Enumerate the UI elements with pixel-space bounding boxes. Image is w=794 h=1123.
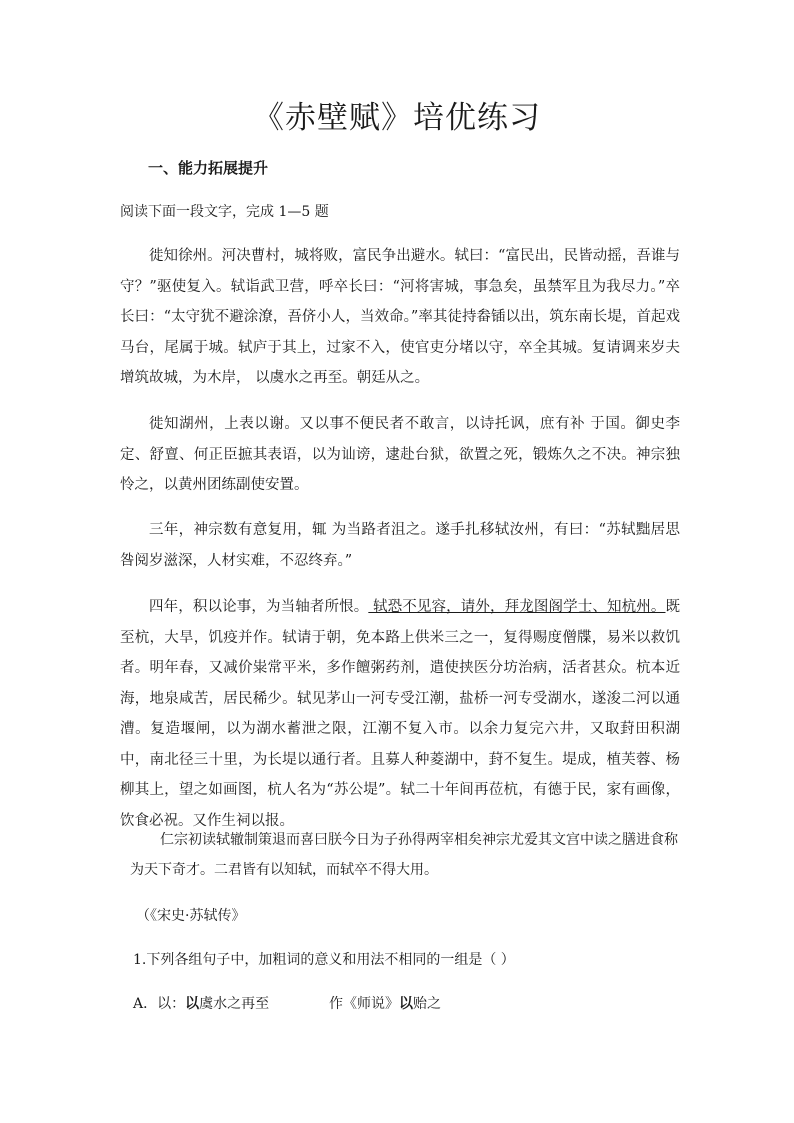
- passage-paragraph-3: 三年，神宗数有意复用，辄 为当路者沮之。遂手扎移轼汝州，有曰：“苏轼黜居思咎阅岁滋深，人材实难，不忍终弃。”: [120, 522, 680, 569]
- passage-paragraph-5: [130, 825, 680, 885]
- question-1: 1.下列各组句子中，加粗词的意义和用法不相同的一组是（ ）: [133, 952, 515, 968]
- reading-instruction: 阅读下面一段文字，完成 1—5 题: [120, 204, 329, 220]
- paragraph-4-rest: 既至杭，大旱，饥疫并作。轼请于朝，免本路上供米三之一，复得赐度僧牒，易米以救饥 者。明年春，又减价粜常平米，多作饘粥药剂，遣使挟医分坊治病，活者甚众。杭本近海，地泉咸苦，居民稀少。轼见茅山一河专受江潮，盐桥一河专受湖水，遂浚二河以通漕。复造堰闸，以为湖水蓄泄之限，江潮不复入市。以余力复完六井，又取葑田积湖中，南北径三十里，为长堤以通行者。且募人种菱湖中，葑不复生。堤成，植芙蓉、杨柳其上，望之如画图，杭人名为“苏公堤”。轼二十年间再莅杭，有德于民，家有画像，饮食必祝。又作生祠以报。: [120, 599, 680, 829]
- paragraph-5-main: 仁宗初读轼辙制策退而喜曰朕今日为子孙得两宰相矣神宗尤爱其文宫中读之膳进食称为天下奇才。二君皆有以知轼，而轼卒不得大用。: [130, 832, 678, 878]
- option-a-text-1: 虞水之再至: [199, 996, 270, 1012]
- passage-paragraph-4: [120, 592, 680, 836]
- bold-word: 以: [399, 996, 413, 1012]
- option-a-text-2-pre: 作《师说》: [329, 996, 399, 1012]
- bold-word: 以: [185, 996, 200, 1012]
- option-a-part-2: [329, 992, 441, 1016]
- option-a-text-2-post: 贻之: [413, 996, 441, 1012]
- underlined-sentence: 轼恐不见容，请外，拜龙图阁学士、知杭州。: [368, 599, 666, 615]
- passage-paragraph-2: 徙知湖州，上表以谢。又以事不便民者不敢言，以诗托讽，庶有补 于国。御史李定、舒亶、何正臣摭其表语，以为讪谤，逮赴台狱，欲置之死，锻炼久之不决。神宗独怜之，以黄州团练副使安置。: [120, 416, 680, 493]
- document-title: 《赤壁赋》培优练习: [253, 100, 541, 136]
- section-heading: 一、能力拓展提升: [148, 159, 269, 177]
- option-a-part-1: [133, 992, 269, 1016]
- passage-paragraph-1: 徙知徐州。河决曹村，城将败，富民争出避水。轼曰：“富民出，民皆动摇，吾谁与守？”驱使复入。轼诣武卫营，呼卒长曰：“河将害城，事急矣，虽禁军且为我尽力。”卒长曰：“太守犹不避涂潦，吾侪小人，当效命。”率其徒持畚锸以出，筑东南长堤，首起戏马台，尾属于城。轼庐于其上，过家不入，使官吏分堵以守，卒全其城。复请调来岁夫增筑故城，为木岸， 以虞水之再至。朝廷从之。: [120, 248, 680, 386]
- source-citation: （《宋史·苏轼传》: [136, 908, 246, 924]
- option-a-prefix: A．以：: [133, 996, 186, 1012]
- paragraph-4-lead: 四年，积以论事，为当轴者所恨。: [149, 599, 369, 615]
